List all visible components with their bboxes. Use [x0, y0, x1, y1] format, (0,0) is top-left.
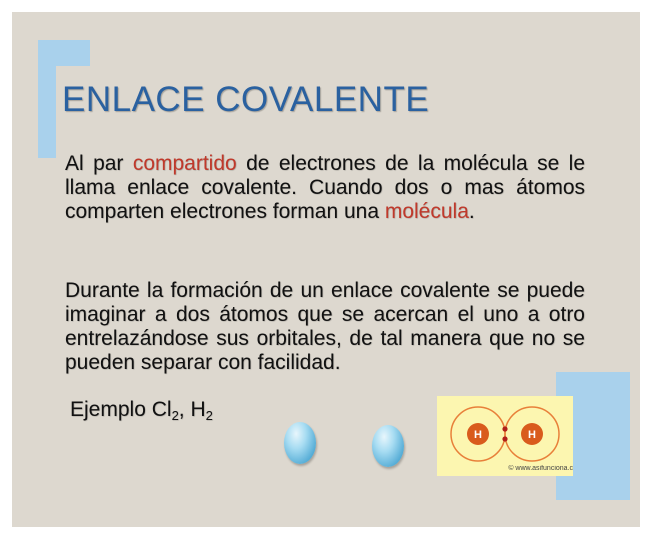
example-line: [70, 398, 213, 423]
formula-h-subscript: 2: [205, 408, 213, 423]
text-segment: de electrones de la molécula se le llama enlace covalente. Cuando dos o mas átomos comparten electrones forman una: [65, 152, 586, 223]
paragraph-definition: [65, 152, 585, 224]
shared-electron-top: [502, 426, 507, 431]
highlight-compartido: compartido: [132, 152, 237, 175]
formula-cl-subscript: 2: [171, 408, 179, 423]
slide-title: ENLACE COVALENTE: [62, 80, 430, 119]
formula-cl: Cl: [151, 398, 172, 421]
atom-label-right: H: [528, 429, 536, 441]
paragraph-formation: Durante la formación de un enlace covalente se puede imaginar a dos átomos que se acercan el uno a otro entrelazándose sus orbitales, de tal manera que no se pueden separar con facilidad.: [65, 279, 585, 374]
atom-label-left: H: [474, 429, 482, 441]
orbital-diagram-svg: [437, 396, 573, 476]
atom-sphere-right: [372, 425, 404, 467]
formula-h: H: [190, 398, 206, 421]
example-label: Ejemplo: [70, 398, 146, 421]
hydrogen-molecule-diagram: [437, 396, 573, 476]
highlight-molecula: molécula: [384, 200, 469, 223]
diagram-credit: © www.asifunciona.c: [508, 465, 573, 472]
text-segment: Al par: [65, 152, 133, 175]
formula-separator: ,: [178, 398, 191, 421]
shared-electron-bottom: [502, 436, 507, 441]
atom-sphere-left: [284, 422, 316, 464]
text-segment: .: [468, 200, 475, 223]
accent-bar-left: [38, 40, 56, 158]
